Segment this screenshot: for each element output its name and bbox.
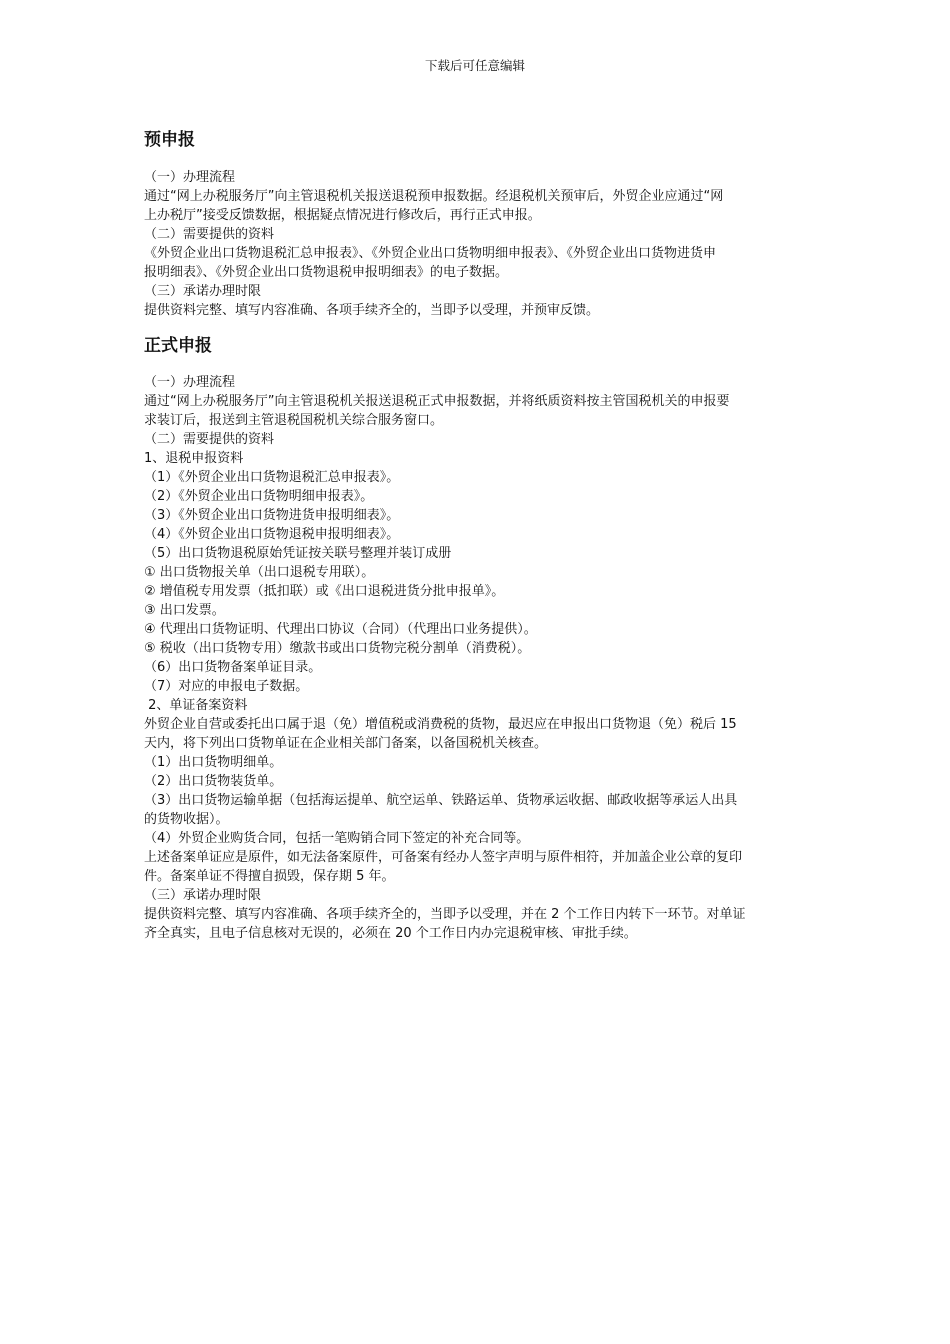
text-line: （2）《外贸企业出口货物明细申报表》。 <box>144 489 374 504</box>
text-line: ⑤ 税收（出口货物专用）缴款书或出口货物完税分割单（消费税）。 <box>144 641 531 656</box>
text-line: ④ 代理出口货物证明、代理出口协议（合同）（代理出口业务提供）。 <box>144 622 537 637</box>
text-line: 提供资料完整、填写内容准确、各项手续齐全的，当即予以受理，并在 2 个工作日内转下一环节。对单证 <box>144 907 746 922</box>
text-line: 提供资料完整、填写内容准确、各项手续齐全的，当即予以受理，并预审反馈。 <box>144 303 600 318</box>
text-line: （3）出口货物运输单据（包括海运提单、航空运单、铁路运单、货物承运收据、邮政收据等承运人出具 <box>144 793 738 808</box>
text-line: （3）《外贸企业出口货物进货申报明细表》。 <box>144 508 400 523</box>
text-line: 2、单证备案资料 <box>144 698 248 713</box>
text-line: （一）办理流程 <box>144 170 236 185</box>
text-line: ③ 出口发票。 <box>144 603 225 618</box>
text-line: ② 增值税专用发票（抵扣联）或《出口退税进货分批申报单》。 <box>144 584 505 599</box>
text-line: （二）需要提供的资料 <box>144 432 275 447</box>
text-line: 天内，将下列出口货物单证在企业相关部门备案，以备国税机关核查。 <box>144 736 548 751</box>
text-line: 通过“网上办税服务厅”向主管退税机关报送退税预申报数据。经退税机关预审后，外贸企业应通过“网 <box>144 189 724 204</box>
header-note: 下载后可任意编辑 <box>424 58 525 73</box>
text-line: ① 出口货物报关单（出口退税专用联）。 <box>144 565 375 580</box>
text-line: （二）需要提供的资料 <box>144 227 275 242</box>
text-line: （5）出口货物退税原始凭证按关联号整理并装订成册 <box>144 546 452 561</box>
text-line: （一）办理流程 <box>144 375 236 390</box>
text-line: （三）承诺办理时限 <box>144 888 262 903</box>
text-line: （4）《外贸企业出口货物退税申报明细表》。 <box>144 527 400 542</box>
text-line: （7）对应的申报电子数据。 <box>144 679 309 694</box>
text-line: 上办税厅”接受反馈数据，根据疑点情况进行修改后，再行正式申报。 <box>144 208 541 223</box>
section-title-formal-declaration: 正式申报 <box>144 336 212 356</box>
section-formal-declaration <box>144 373 808 943</box>
section-title-pre-declaration: 预申报 <box>144 130 195 150</box>
text-line: 1、退税申报资料 <box>144 451 244 466</box>
text-line: （三）承诺办理时限 <box>144 284 262 299</box>
text-line: 《外贸企业出口货物退税汇总申报表》、《外贸企业出口货物明细申报表》、《外贸企业出口货物进货申 <box>144 246 717 261</box>
text-line: 件。备案单证不得擅自损毁，保存期 5 年。 <box>144 869 395 884</box>
text-line: 外贸企业自营或委托出口属于退（免）增值税或消费税的货物，最迟应在申报出口货物退（免）税后 15 <box>144 717 737 732</box>
text-line: （1）《外贸企业出口货物退税汇总申报表》。 <box>144 470 400 485</box>
text-line: 齐全真实，且电子信息核对无误的，必须在 20 个工作日内办完退税审核、审批手续。 <box>144 926 637 941</box>
text-line: （2）出口货物装货单。 <box>144 774 283 789</box>
text-line: 的货物收据）。 <box>144 812 229 827</box>
section-pre-declaration <box>144 168 808 320</box>
text-line: （1）出口货物明细单。 <box>144 755 283 770</box>
document-body <box>144 128 808 943</box>
text-line: 上述备案单证应是原件，如无法备案原件，可备案有经办人签字声明与原件相符，并加盖企业公章的复印 <box>144 850 743 865</box>
text-line: （4）外贸企业购货合同，包括一笔购销合同下签定的补充合同等。 <box>144 831 530 846</box>
text-line: 报明细表》、《外贸企业出口货物退税申报明细表》的电子数据。 <box>144 265 509 280</box>
text-line: 通过“网上办税服务厅”向主管退税机关报送退税正式申报数据，并将纸质资料按主管国税机关的申报要 <box>144 394 730 409</box>
text-line: 求装订后，报送到主管退税国税机关综合服务窗口。 <box>144 413 444 428</box>
text-line: （6）出口货物备案单证目录。 <box>144 660 322 675</box>
